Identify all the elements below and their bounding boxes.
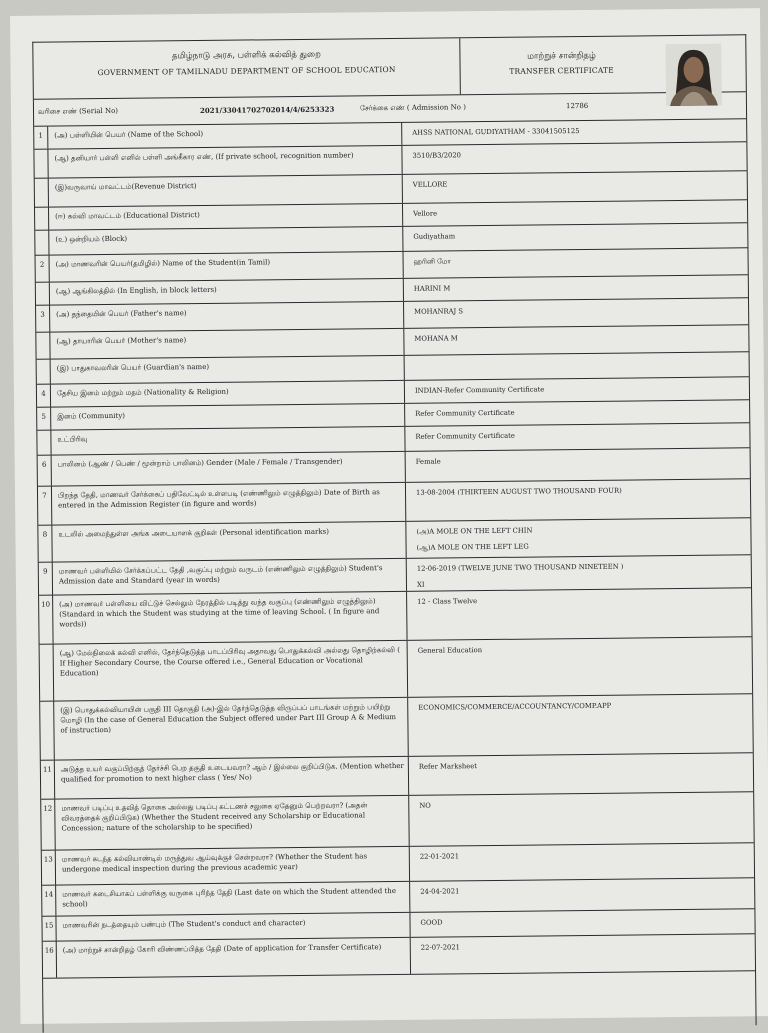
row-label: (இ)வருவாய் மாவட்டம்(Revenue District) <box>51 175 403 207</box>
row-value-text: 13-08-2004 (THIRTEEN AUGUST TWO THOUSAND FOUR) <box>415 486 622 497</box>
row-value <box>420 909 754 927</box>
row-value-text: General Education <box>417 646 483 655</box>
row-value <box>417 588 751 606</box>
row-value <box>413 200 747 218</box>
row-label: மாணவர் கடந்த கல்வியாண்டில் மருத்துவ ஆய்வுக்குச் சென்றவரா? (Whether the Student has undergone medical inspection during the previous academic year) <box>58 847 410 885</box>
row-value-text: 24-04-2021 <box>420 887 460 896</box>
row-label: (இ) பொதுக்கல்வியாயின் பகுதி III தொகுதி (அ)-இல் தேர்ந்தெடுத்த விருப்பப் பாடங்கள் மற்றும் பயிற்று மொழி (In the case of General Education the Subject offered under Part III Group A & Medium of instruction) <box>56 698 409 760</box>
row-label: (அ) மாற்றுச் சான்றிதழ் கோரி விண்ணப்பித்த தேதி (Date of application for Transfer Certificate) <box>59 938 411 978</box>
row-number: 1 <box>34 127 48 149</box>
row-value-text: 22-01-2021 <box>419 852 460 861</box>
row-value-secondary: XI <box>416 580 425 589</box>
row-value <box>418 694 752 712</box>
row-label: மாணவர் படிப்பு உதவித் தொகை அல்லது படிப்பு கட்டணச் சலுகை ஏதேனும் பெற்றவரா? (அதன் விவரத்தைக் குறிப்பிடுக) (Whether the Student received any Scholarship or Educational Concession; nature of the scholarship to be specified) <box>57 796 410 850</box>
row-number <box>36 333 50 359</box>
row-value <box>415 377 749 395</box>
row-label: (அ) மாணவரின் பெயர்(தமிழில்) Name of the Student(in Tamil) <box>52 252 404 282</box>
row-value-text: (அ)A MOLE ON THE LEFT CHIN <box>416 526 533 536</box>
row-label: (ஈ) கல்வி மாவட்டம் (Educational District) <box>51 204 403 230</box>
row-value-text: Refer Marksheet <box>418 762 478 771</box>
row-label: (அ) மாணவர் பள்ளியை விட்டுச் செல்லும் நேரத்தில் படித்து வந்த வகுப்பு (எண்ணிலும் எழுத்திலும்) (Standard in which the Student was studying at the time of leaving School. ( In figure and words)) <box>55 592 407 644</box>
table-row <box>39 588 751 644</box>
row-value <box>414 275 748 293</box>
row-value-text: ஹரினி மோ <box>413 257 452 266</box>
tc-title-cell <box>461 36 662 94</box>
row-number: 16 <box>43 942 57 978</box>
row-value <box>414 298 748 316</box>
row-value <box>418 637 752 655</box>
row-number: 7 <box>38 487 52 525</box>
certificate-frame <box>32 34 756 1032</box>
table-row <box>43 934 755 978</box>
row-value <box>413 248 747 266</box>
row-value <box>419 792 753 810</box>
row-value <box>420 843 754 861</box>
row-label: அடுத்த உயர் வகுப்பிற்குத் தேர்ச்சி பெற தகுதி உடையவரா? ஆம் / இல்லை குறிப்பிடுக. (Mention whether qualified for promotion to next higher class ( Yes/ No) <box>57 757 409 799</box>
row-number: 8 <box>38 526 52 562</box>
row-value-text: VELLORE <box>412 180 448 189</box>
row-label: (அ) பள்ளியின் பெயர் (Name of the School) <box>50 123 402 149</box>
row-value-text: HARINI M <box>413 284 451 293</box>
row-value-text: MOHANRAJ S <box>414 307 464 316</box>
row-value-text: Refer Community Certificate <box>415 408 515 418</box>
row-value-text: Vellore <box>413 209 438 218</box>
tc-english-title: TRANSFER CERTIFICATE <box>509 65 614 76</box>
row-number: 4 <box>37 385 51 407</box>
row-value-text: ECONOMICS/COMMERCE/ACCOUNTANCY/COMP.APP <box>418 701 612 712</box>
row-value <box>414 325 748 343</box>
row-number <box>40 645 55 701</box>
row-label: பிறந்த தேதி, மாணவர் சேர்க்கைப் பதிவேட்டில் உள்ளபடி (எண்ணிலும் எழுத்திலும்) Date of Birth as entered in the Admission Register (in figure and words) <box>54 483 406 525</box>
row-label: மாணவரின் நடத்தையும் பண்பும் (The Student's conduct and character) <box>58 913 410 941</box>
row-value <box>419 753 753 771</box>
row-label: (ஆ) தாயாரின் பெயர் (Mother's name) <box>52 329 404 359</box>
row-label: உடலில் அமைந்துள்ள அங்க அடையாளக் குறிகள் (Personal identification marks) <box>54 522 406 562</box>
row-label: (அ) தந்தையின் பெயர் (Father's name) <box>52 302 404 332</box>
table-row <box>40 694 753 760</box>
row-number <box>37 431 51 455</box>
row-value-text: MOHANA M <box>414 334 458 343</box>
certificate-header <box>33 35 746 99</box>
row-value-text: Gudiyatham <box>413 232 456 241</box>
row-label: (இ) பாதுகாவலரின் பெயர் (Guardian's name) <box>53 356 405 384</box>
row-value <box>420 878 754 896</box>
row-number: 11 <box>41 761 55 799</box>
row-value-text: NO <box>419 801 431 810</box>
row-value-text: Female <box>415 457 441 466</box>
row-number: 15 <box>42 917 56 941</box>
row-number: 2 <box>36 256 50 282</box>
row-value-text: 12 - Class Twelve <box>417 597 478 606</box>
row-value <box>412 142 746 160</box>
tamil-title: தமிழ்நாடு அரசு, பள்ளிக் கல்வித் துறை <box>171 49 321 62</box>
row-value <box>413 171 747 189</box>
serial-label: வரிசை எண் (Serial No) <box>37 106 119 116</box>
row-label: மாணவர் கடைசியாகப் பள்ளிக்கு வருகை புரிந்த தேதி (Last date on which the Student attended the school) <box>58 882 410 916</box>
row-number: 12 <box>41 800 56 850</box>
row-number <box>35 231 49 255</box>
table-row <box>40 637 753 701</box>
row-number: 9 <box>39 563 53 595</box>
row-number: 10 <box>39 596 54 644</box>
row-label: (உ) ஒன்றியம் (Block) <box>51 227 403 255</box>
row-label: உட்பிரிவு <box>53 427 405 455</box>
tc-tamil-title: மாற்றுச் சான்றிதழ் <box>527 50 596 62</box>
certificate-rows <box>34 119 755 978</box>
row-number: 3 <box>36 306 50 332</box>
serial-value: 2021/33041702702014/4/6253323 <box>199 104 335 116</box>
english-title: GOVERNMENT OF TAMILNADU DEPARTMENT OF SCHOOL EDUCATION <box>97 64 396 78</box>
row-value-text: 3510/B3/2020 <box>412 151 462 160</box>
admission-label: சேர்க்கை எண் ( Admission No ) <box>359 103 466 113</box>
row-number: 14 <box>42 886 56 916</box>
row-value-text: GOOD <box>420 918 443 927</box>
row-value <box>412 119 746 137</box>
row-value <box>421 934 755 952</box>
row-label: பாலினம் (ஆண் / பெண் / மூன்றாம் பாலினம்) Gender (Male / Female / Transgender) <box>54 452 406 486</box>
row-label: (ஆ) தனியார் பள்ளி எனில் பள்ளி அங்கீகார எண், (If private school, recognition number) <box>50 146 402 178</box>
row-number <box>40 702 55 760</box>
row-value <box>413 223 747 241</box>
row-label: (ஆ) ஆங்கிலத்தில் (In English, in block letters) <box>52 279 404 305</box>
row-value <box>415 400 749 418</box>
row-value-secondary: (ஆ)A MOLE ON THE LEFT LEG <box>416 542 529 552</box>
row-value <box>416 448 750 466</box>
row-value-text: 12-06-2019 (TWELVE JUNE TWO THOUSAND NINETEEN ) <box>416 562 624 573</box>
table-row <box>41 792 753 850</box>
government-title-cell <box>33 38 461 98</box>
row-value-text: AHSS NATIONAL GUDIYATHAM - 33041505125 <box>412 127 580 137</box>
row-value <box>416 518 750 552</box>
row-number <box>34 150 48 178</box>
row-label: தேசிய இனம் மற்றும் மதம் (Nationality & Religion) <box>53 381 405 407</box>
row-value-text: Refer Community Certificate <box>415 431 515 441</box>
row-number <box>37 360 51 384</box>
row-value <box>417 555 751 589</box>
document-sheet <box>10 8 768 1024</box>
row-value <box>415 423 749 441</box>
row-number: 13 <box>42 851 56 885</box>
row-number <box>35 179 49 207</box>
admission-value: 12786 <box>565 101 589 111</box>
row-number <box>35 208 49 230</box>
row-value <box>416 479 750 497</box>
row-number <box>36 283 50 305</box>
row-number: 6 <box>38 456 52 486</box>
row-label: இனம் (Community) <box>53 404 405 430</box>
row-value-text: INDIAN-Refer Community Certificate <box>414 385 545 395</box>
row-label: மாணவர் பள்ளியில் சேர்க்கப்பட்ட தேதி ,வகுப்பு மற்றும் வருடம் (எண்ணிலும் எழுத்திலும்) Student's Admission date and Standard (year in words) <box>55 559 407 595</box>
row-number: 5 <box>37 408 51 430</box>
row-value-text: 22-07-2021 <box>420 943 461 952</box>
row-label: (ஆ) மேல்நிலைக் கல்வி எனில், தேர்ந்தெடுத்த பாடப்பிரிவு அதாவது பொதுக்கல்வி அல்லது தொழிற்கல்வி ( If Higher Secondary Course, the Course offered i.e., General Education or Vocational Education) <box>56 641 409 701</box>
